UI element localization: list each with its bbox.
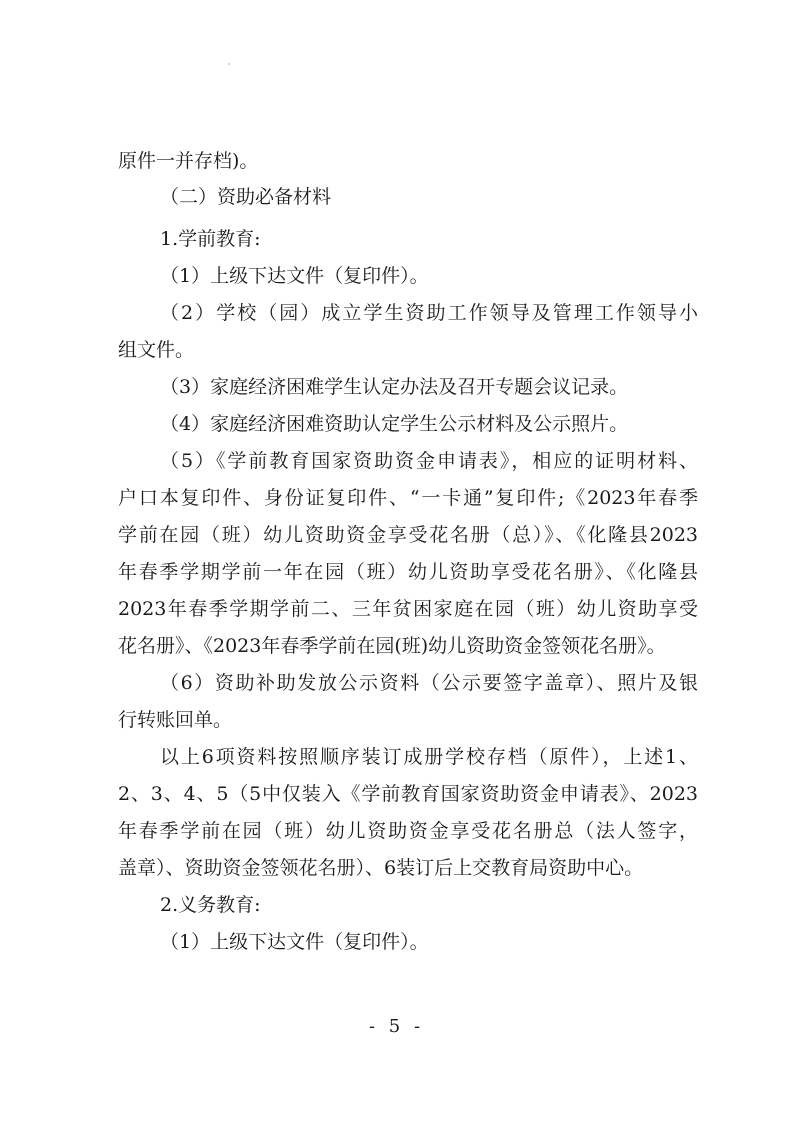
item-5-line-6: 花名册》、《2023年春季学前在园(班)幼儿资助资金签领花名册》。 bbox=[118, 635, 666, 657]
item-5-line-5: 2023年春季学期学前二、三年贫困家庭在园（班）幼儿资助享受 bbox=[118, 598, 698, 620]
summary-line-4: 盖章）、资助资金签领花名册）、6装订后上交教育局资助中心。 bbox=[118, 857, 644, 879]
scan-speck bbox=[228, 63, 230, 65]
compulsory-item-1: （1）上级下达文件（复印件）。 bbox=[160, 931, 429, 953]
item-3: （3）家庭经济困难学生认定办法及召开专题会议记录。 bbox=[160, 376, 629, 398]
item-2: （2）学校（园）成立学生资助工作领导及管理工作领导小 bbox=[160, 302, 698, 324]
page-number: - 5 - bbox=[368, 1016, 425, 1037]
summary-line-2: 2、3、4、5（5中仅装入《学前教育国家资助资金申请表》、2023 bbox=[118, 783, 698, 805]
item-5: （5）《学前教育国家资助资金申请表》，相应的证明材料、 bbox=[160, 450, 698, 472]
text-line-1: 原件一并存档)。 bbox=[118, 150, 259, 172]
item-5-line-4: 年春季学期学前一年在园（班）幼儿资助享受花名册》、《化隆县 bbox=[118, 561, 698, 583]
subsection-heading-compulsory: 2.义务教育: bbox=[160, 894, 261, 916]
summary-line-1: 以上6项资料按照顺序装订成册学校存档（原件），上述1、 bbox=[160, 746, 698, 768]
item-4: （4）家庭经济困难资助认定学生公示材料及公示照片。 bbox=[160, 413, 629, 435]
item-2-continued: 组文件。 bbox=[118, 339, 195, 361]
item-6-continued: 行转账回单。 bbox=[118, 709, 233, 731]
item-6: （6）资助补助发放公示资料（公示要签字盖章）、照片及银 bbox=[160, 672, 698, 694]
section-heading: （二）资助必备材料 bbox=[160, 186, 332, 208]
subsection-heading-preschool: 1.学前教育: bbox=[160, 228, 261, 250]
item-1: （1）上级下达文件（复印件）。 bbox=[160, 265, 429, 287]
item-5-line-3: 学前在园（班）幼儿资助资金享受花名册（总）》、《化隆县2023 bbox=[118, 524, 698, 546]
summary-line-3: 年春季学前在园（班）幼儿资助资金享受花名册总（法人签字， bbox=[118, 820, 698, 842]
item-5-line-2: 户口本复印件、身份证复印件、“一卡通”复印件;《2023年春季 bbox=[118, 487, 698, 509]
